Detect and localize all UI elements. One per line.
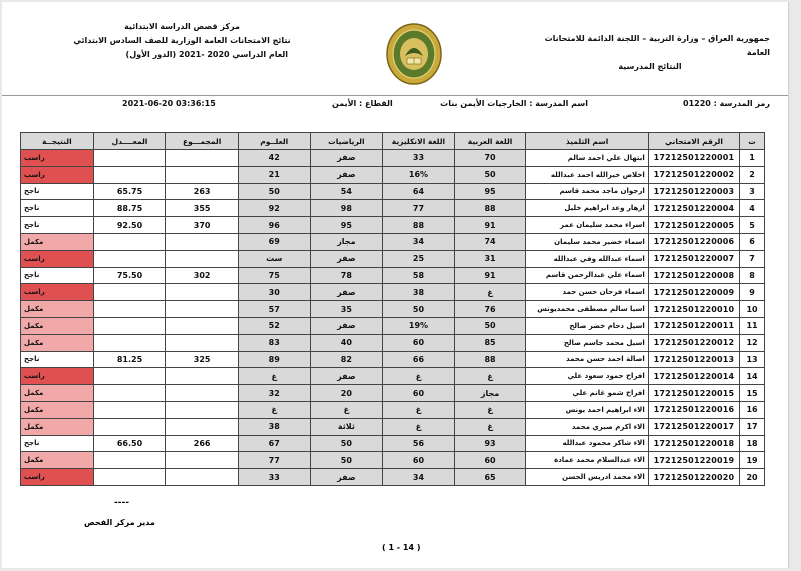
grade-arabic: مجاز	[454, 385, 526, 402]
grade-science: 67	[238, 435, 310, 452]
table-row	[21, 401, 765, 418]
grade-arabic: 93	[454, 435, 526, 452]
result-status: مكمل	[21, 317, 94, 334]
result-status: ناجح	[21, 183, 94, 200]
school-code: رمز المدرسة : 01220	[683, 99, 770, 108]
row-index: 5	[740, 217, 765, 234]
table-row	[21, 200, 765, 217]
grade-science: 57	[238, 301, 310, 318]
header-ministry	[530, 32, 770, 74]
col-header-total: المجمـــوع	[166, 133, 239, 150]
average-score: 66.50	[93, 435, 166, 452]
total-score: 325	[166, 351, 239, 368]
grade-english: 16%	[383, 166, 455, 183]
total-score	[166, 166, 239, 183]
table-row	[21, 250, 765, 267]
exam-number: 17212501220016	[648, 401, 739, 418]
grade-math: 95	[310, 217, 383, 234]
table-row	[21, 217, 765, 234]
result-status: راسب	[21, 250, 94, 267]
student-name: اسماء خضير محمد سليمان	[526, 233, 648, 250]
average-score	[93, 150, 166, 167]
grade-arabic: غ	[454, 418, 526, 435]
average-score: 81.25	[93, 351, 166, 368]
result-status: راسب	[21, 284, 94, 301]
grade-science: 83	[238, 334, 310, 351]
results-table	[20, 132, 765, 486]
grade-arabic: 88	[454, 200, 526, 217]
grade-english: 88	[383, 217, 455, 234]
row-index: 17	[740, 418, 765, 435]
result-status: مكمل	[21, 401, 94, 418]
total-score	[166, 284, 239, 301]
total-score	[166, 469, 239, 486]
exam-number: 17212501220007	[648, 250, 739, 267]
grade-english: 19%	[383, 317, 455, 334]
exam-number: 17212501220002	[648, 166, 739, 183]
grade-english: 50	[383, 301, 455, 318]
col-header-student-name: اسم التلميذ	[526, 133, 648, 150]
average-score	[93, 166, 166, 183]
student-name: افراح شمو غانم علي	[526, 385, 648, 402]
student-name: الاء شاكر محمود عبدالله	[526, 435, 648, 452]
student-name: اخلاص خيرالله احمد عبدالله	[526, 166, 648, 183]
grade-math: 82	[310, 351, 383, 368]
col-header-average: المعــــدل	[93, 133, 166, 150]
average-score: 75.50	[93, 267, 166, 284]
grade-science: ست	[238, 250, 310, 267]
exam-number: 17212501220011	[648, 317, 739, 334]
col-header-exam-number: الرقم الامتحاني	[648, 133, 739, 150]
grade-arabic: 65	[454, 469, 526, 486]
grade-arabic: 31	[454, 250, 526, 267]
grade-math: صفر	[310, 150, 383, 167]
average-score	[93, 233, 166, 250]
grade-science: 21	[238, 166, 310, 183]
result-status: مكمل	[21, 334, 94, 351]
row-index: 12	[740, 334, 765, 351]
result-status: راسب	[21, 368, 94, 385]
grade-math: صفر	[310, 317, 383, 334]
grade-science: 77	[238, 452, 310, 469]
total-score	[166, 233, 239, 250]
student-name: ابتهال علي احمد سالم	[526, 150, 648, 167]
table-row	[21, 284, 765, 301]
center-name: مركز قصص الدراسة الابتدائية	[124, 22, 240, 31]
grade-science: 92	[238, 200, 310, 217]
col-header-math: الرياضيات	[310, 133, 383, 150]
academic-year: العام الدراسي 2020 -2021 (الدور الأول)	[125, 50, 288, 59]
total-score	[166, 385, 239, 402]
row-index: 18	[740, 435, 765, 452]
print-datetime: 2021-06-20 03:36:15	[122, 99, 216, 108]
grade-science: 89	[238, 351, 310, 368]
grade-english: 60	[383, 334, 455, 351]
row-index: 2	[740, 166, 765, 183]
average-score	[93, 250, 166, 267]
table-row	[21, 469, 765, 486]
grade-arabic: 76	[454, 301, 526, 318]
row-index: 9	[740, 284, 765, 301]
grade-math: 54	[310, 183, 383, 200]
table-row	[21, 233, 765, 250]
exam-number: 17212501220015	[648, 385, 739, 402]
exam-number: 17212501220012	[648, 334, 739, 351]
table-row	[21, 368, 765, 385]
result-status: مكمل	[21, 385, 94, 402]
grade-arabic: 88	[454, 351, 526, 368]
average-score	[93, 401, 166, 418]
exam-number: 17212501220004	[648, 200, 739, 217]
row-index: 11	[740, 317, 765, 334]
table-row	[21, 301, 765, 318]
average-score: 88.75	[93, 200, 166, 217]
average-score	[93, 284, 166, 301]
grade-english: 58	[383, 267, 455, 284]
grade-science: 52	[238, 317, 310, 334]
grade-english: غ	[383, 401, 455, 418]
total-score: 302	[166, 267, 239, 284]
sector: القطاع : الأيمن	[332, 99, 393, 108]
grade-english: 60	[383, 385, 455, 402]
grade-math: 40	[310, 334, 383, 351]
header-divider	[2, 95, 788, 96]
exam-number: 17212501220001	[648, 150, 739, 167]
student-name: الاء عبدالسلام محمد عمادة	[526, 452, 648, 469]
row-index: 1	[740, 150, 765, 167]
result-status: ناجح	[21, 267, 94, 284]
student-name: اسماء فرحان حسن حمد	[526, 284, 648, 301]
grade-english: 66	[383, 351, 455, 368]
grade-science: 42	[238, 150, 310, 167]
result-status: ناجح	[21, 435, 94, 452]
student-name: اسيا سالم مصطفى محمديونس	[526, 301, 648, 318]
student-name: اسماء علي عبدالرحمن قاسم	[526, 267, 648, 284]
col-header-index: ت	[740, 133, 765, 150]
student-name: اسيل دحام خضر صالح	[526, 317, 648, 334]
student-name: الاء ابراهيم احمد يونس	[526, 401, 648, 418]
grade-english: 60	[383, 452, 455, 469]
result-status: ناجح	[21, 200, 94, 217]
row-index: 10	[740, 301, 765, 318]
average-score	[93, 418, 166, 435]
row-index: 14	[740, 368, 765, 385]
total-score: 266	[166, 435, 239, 452]
col-header-arabic: اللغة العربية	[454, 133, 526, 150]
student-name: ارجوان ماجد محمد قاسم	[526, 183, 648, 200]
grade-math: 78	[310, 267, 383, 284]
grade-english: غ	[383, 368, 455, 385]
table-row	[21, 334, 765, 351]
grade-science: 30	[238, 284, 310, 301]
student-name: اسراء محمد سليمان عمر	[526, 217, 648, 234]
result-status: ناجح	[21, 351, 94, 368]
grade-math: ثلاثة	[310, 418, 383, 435]
row-index: 19	[740, 452, 765, 469]
result-status: راسب	[21, 469, 94, 486]
row-index: 16	[740, 401, 765, 418]
grade-english: 25	[383, 250, 455, 267]
grade-arabic: 91	[454, 267, 526, 284]
grade-science: غ	[238, 401, 310, 418]
average-score	[93, 452, 166, 469]
result-status: مكمل	[21, 452, 94, 469]
grade-english: 34	[383, 469, 455, 486]
ministry-emblem-icon	[385, 22, 443, 86]
row-index: 13	[740, 351, 765, 368]
grade-english: 77	[383, 200, 455, 217]
page-number: ( 1 - 14 )	[382, 543, 421, 552]
total-score	[166, 317, 239, 334]
grade-math: 50	[310, 452, 383, 469]
grade-arabic: غ	[454, 284, 526, 301]
student-name: الاء محمد ادريس الحسن	[526, 469, 648, 486]
grade-arabic: غ	[454, 368, 526, 385]
grade-science: 50	[238, 183, 310, 200]
grade-math: صفر	[310, 368, 383, 385]
col-header-science: العلــوم	[238, 133, 310, 150]
grade-arabic: 70	[454, 150, 526, 167]
average-score: 92.50	[93, 217, 166, 234]
total-score	[166, 368, 239, 385]
grade-english: 56	[383, 435, 455, 452]
average-score	[93, 368, 166, 385]
exam-title: نتائج الامتحانات العامة الوزارية للصف السادس الابتدائي	[73, 36, 291, 45]
grade-science: 69	[238, 233, 310, 250]
school-results-title: النتائج المدرسية	[618, 62, 682, 71]
table-row	[21, 166, 765, 183]
result-status: ناجح	[21, 217, 94, 234]
grade-science: غ	[238, 368, 310, 385]
total-score	[166, 334, 239, 351]
grade-arabic: 74	[454, 233, 526, 250]
exam-number: 17212501220017	[648, 418, 739, 435]
grade-math: غ	[310, 401, 383, 418]
grade-arabic: 50	[454, 317, 526, 334]
student-name: اسيل محمد جاسم صالح	[526, 334, 648, 351]
student-name: افراح حمود سعود علي	[526, 368, 648, 385]
result-status: راسب	[21, 150, 94, 167]
student-name: الاء اكرم صبري محمد	[526, 418, 648, 435]
total-score	[166, 250, 239, 267]
grade-science: 33	[238, 469, 310, 486]
average-score	[93, 317, 166, 334]
col-header-english: اللغة الانكليزية	[383, 133, 455, 150]
grade-arabic: 85	[454, 334, 526, 351]
average-score	[93, 301, 166, 318]
results-body	[21, 150, 765, 486]
total-score	[166, 401, 239, 418]
exam-number: 17212501220009	[648, 284, 739, 301]
exam-number: 17212501220019	[648, 452, 739, 469]
grade-arabic: غ	[454, 401, 526, 418]
average-score	[93, 385, 166, 402]
total-score	[166, 418, 239, 435]
result-status: راسب	[21, 166, 94, 183]
grade-science: 75	[238, 267, 310, 284]
school-name: اسم المدرسة : الخارجيات الأيمن بنات	[440, 99, 588, 108]
grade-science: 32	[238, 385, 310, 402]
row-index: 4	[740, 200, 765, 217]
grade-arabic: 60	[454, 452, 526, 469]
result-status: مكمل	[21, 418, 94, 435]
average-score: 65.75	[93, 183, 166, 200]
row-index: 8	[740, 267, 765, 284]
ministry-line: جمهورية العراق – وزارة التربية – اللجنة الدائمة للامتحانات العامة	[544, 34, 770, 57]
row-index: 3	[740, 183, 765, 200]
exam-number: 17212501220020	[648, 469, 739, 486]
grade-math: صفر	[310, 469, 383, 486]
table-row	[21, 317, 765, 334]
total-score	[166, 452, 239, 469]
total-score: 370	[166, 217, 239, 234]
average-score	[93, 469, 166, 486]
grade-math: صفر	[310, 284, 383, 301]
table-row	[21, 435, 765, 452]
exam-number: 17212501220010	[648, 301, 739, 318]
grade-math: صفر	[310, 250, 383, 267]
table-row	[21, 183, 765, 200]
result-status: مكمل	[21, 233, 94, 250]
grade-math: 98	[310, 200, 383, 217]
average-score	[93, 334, 166, 351]
exam-number: 17212501220003	[648, 183, 739, 200]
table-row	[21, 418, 765, 435]
col-header-result: النتيجــة	[21, 133, 94, 150]
row-index: 20	[740, 469, 765, 486]
student-name: اسماء عبدالله وفي عبدالله	[526, 250, 648, 267]
grade-english: 38	[383, 284, 455, 301]
exam-number: 17212501220013	[648, 351, 739, 368]
grade-english: 64	[383, 183, 455, 200]
exam-number: 17212501220005	[648, 217, 739, 234]
result-status: مكمل	[21, 301, 94, 318]
total-score: 355	[166, 200, 239, 217]
grade-math: مجاز	[310, 233, 383, 250]
student-name: ازهار وعد ابراهيم خليل	[526, 200, 648, 217]
grade-science: 38	[238, 418, 310, 435]
exam-number: 17212501220018	[648, 435, 739, 452]
total-score	[166, 301, 239, 318]
grade-math: 50	[310, 435, 383, 452]
table-row	[21, 150, 765, 167]
exam-number: 17212501220014	[648, 368, 739, 385]
student-name: اصالة احمد حسن محمد	[526, 351, 648, 368]
row-index: 6	[740, 233, 765, 250]
table-header-row	[21, 133, 765, 150]
grade-science: 96	[238, 217, 310, 234]
grade-english: 33	[383, 150, 455, 167]
grade-arabic: 95	[454, 183, 526, 200]
table-row	[21, 452, 765, 469]
table-row	[21, 385, 765, 402]
grade-math: صفر	[310, 166, 383, 183]
row-index: 15	[740, 385, 765, 402]
grade-english: 34	[383, 233, 455, 250]
grade-english: غ	[383, 418, 455, 435]
total-score	[166, 150, 239, 167]
table-row	[21, 267, 765, 284]
grade-arabic: 91	[454, 217, 526, 234]
table-row	[21, 351, 765, 368]
exam-number: 17212501220006	[648, 233, 739, 250]
grade-arabic: 50	[454, 166, 526, 183]
result-sheet	[2, 2, 789, 568]
grade-math: 35	[310, 301, 383, 318]
grade-math: 20	[310, 385, 383, 402]
header-exam-center	[62, 20, 302, 62]
exam-number: 17212501220008	[648, 267, 739, 284]
signature-dashes: ----	[114, 498, 129, 508]
row-index: 7	[740, 250, 765, 267]
signature-label: مدير مركز الفحص	[84, 518, 155, 527]
total-score: 263	[166, 183, 239, 200]
